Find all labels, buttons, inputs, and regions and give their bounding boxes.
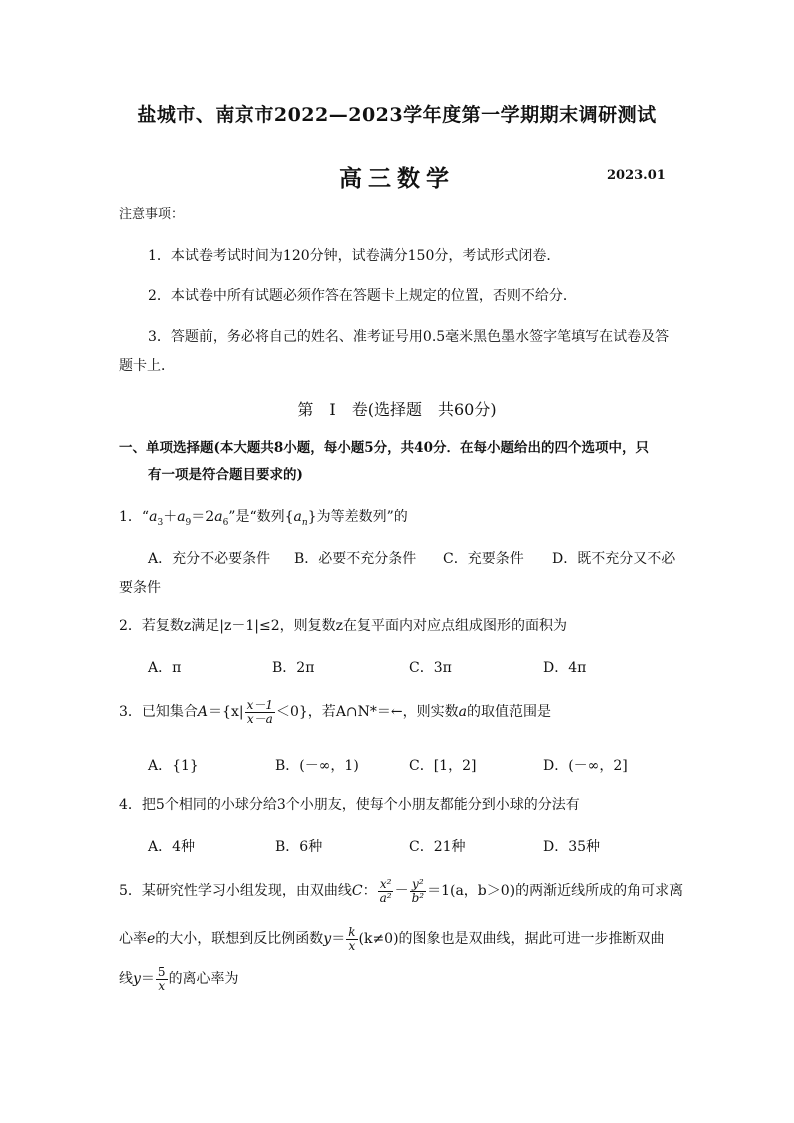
fraction: $\frac{x-1}{x-a}$ [246,697,273,726]
question-5-line2: 心率e的大小，联想到反比例函数y＝ $\frac{k}{x}$ (k≠0)的图象也是双曲线，据此可进一步推断双曲 [119,924,665,953]
notice-item-2: 2．本试卷中所有试题必须作答在答题卡上规定的位置，否则不给分． [148,288,577,304]
fraction: $\frac{\text{y²}}{\text{b²}}$ [411,876,425,905]
notice-item-1: 1．本试卷考试时间为120分钟，试卷满分150分，考试形式闭卷． [148,248,561,264]
question-5-line1: 5．某研究性学习小组发现，由双曲线C： $\frac{\text{x²}}{\text{a²}}$ － $\frac{\text{y²}}{\text{b²}}$ ＝1(a，b＞0)的两渐近线所成的角可求离 [119,876,684,905]
question-5-line3: 线y＝ $\frac{5}{x}$ 的离心率为 [119,964,239,993]
question-4-stem: 4．把5个相同的小球分给3个小朋友，使每个小朋友都能分到小球的分法有 [119,797,580,813]
q2-option-c[interactable]: C．3π [409,660,452,676]
q1-option-b[interactable]: B．必要不充分条件 [294,551,417,567]
exam-date: 2023.01 [607,168,666,183]
question-2-stem: 2．若复数z满足|z－1|≤2，则复数z在复平面内对应点组成图形的面积为 [119,618,568,634]
question-3-stem: 3．已知集合A＝{x| $\frac{x-1}{x-a}$ ＜0}，若A∩N*＝←，则实数a的取值范围是 [119,697,551,726]
q3-option-b[interactable]: B．(－∞，1) [275,758,359,774]
fraction: $\frac{k}{x}$ [348,924,356,953]
exam-title: 盐城市、南京市2022—2023学年度第一学期期末调研测试 [137,104,657,126]
q4-option-a[interactable]: A．4种 [148,839,196,855]
q4-option-b[interactable]: B．6种 [275,839,323,855]
q2-option-d[interactable]: D．4π [543,660,587,676]
notice-heading: 注意事项： [119,207,185,222]
q1-option-d-cont: 要条件 [119,580,161,596]
q4-option-d[interactable]: D．35种 [543,839,601,855]
q2-option-a[interactable]: A．π [148,660,182,676]
fraction: $\frac{5}{x}$ [157,964,166,993]
notice-item-3: 3．答题前，务必将自己的姓名、准考证号用0.5毫米黑色墨水签字笔填写在试卷及答 [148,329,670,345]
question-1-stem: 1．“$a_3+a_9=2a_6$”是“数列$\{a_n\}$为等差数列”的 [119,509,408,528]
q4-option-c[interactable]: C．21种 [409,839,466,855]
section-title: 第 Ⅰ 卷(选择题 共60分) [297,400,497,419]
q3-option-a[interactable]: A．{1} [148,758,199,774]
q3-option-d[interactable]: D．(－∞，2] [543,758,628,774]
q2-option-b[interactable]: B．2π [272,660,315,676]
q3-option-c[interactable]: C．[1，2] [409,758,477,774]
q1-option-c[interactable]: C．充要条件 [443,551,524,567]
q1-option-a[interactable]: A．充分不必要条件 [148,551,271,567]
section-intro-line1: 一、单项选择题(本大题共8小题，每小题5分，共40分．在每小题给出的四个选项中，只 [119,440,649,456]
q1-option-d[interactable]: D．既不充分又不必 [552,551,676,567]
subject-title: 高三数学 [339,165,455,192]
fraction: $\frac{\text{x²}}{\text{a²}}$ [379,876,392,905]
notice-item-3-cont: 题卡上． [119,358,175,374]
section-intro-line2: 有一项是符合题目要求的) [148,467,303,483]
